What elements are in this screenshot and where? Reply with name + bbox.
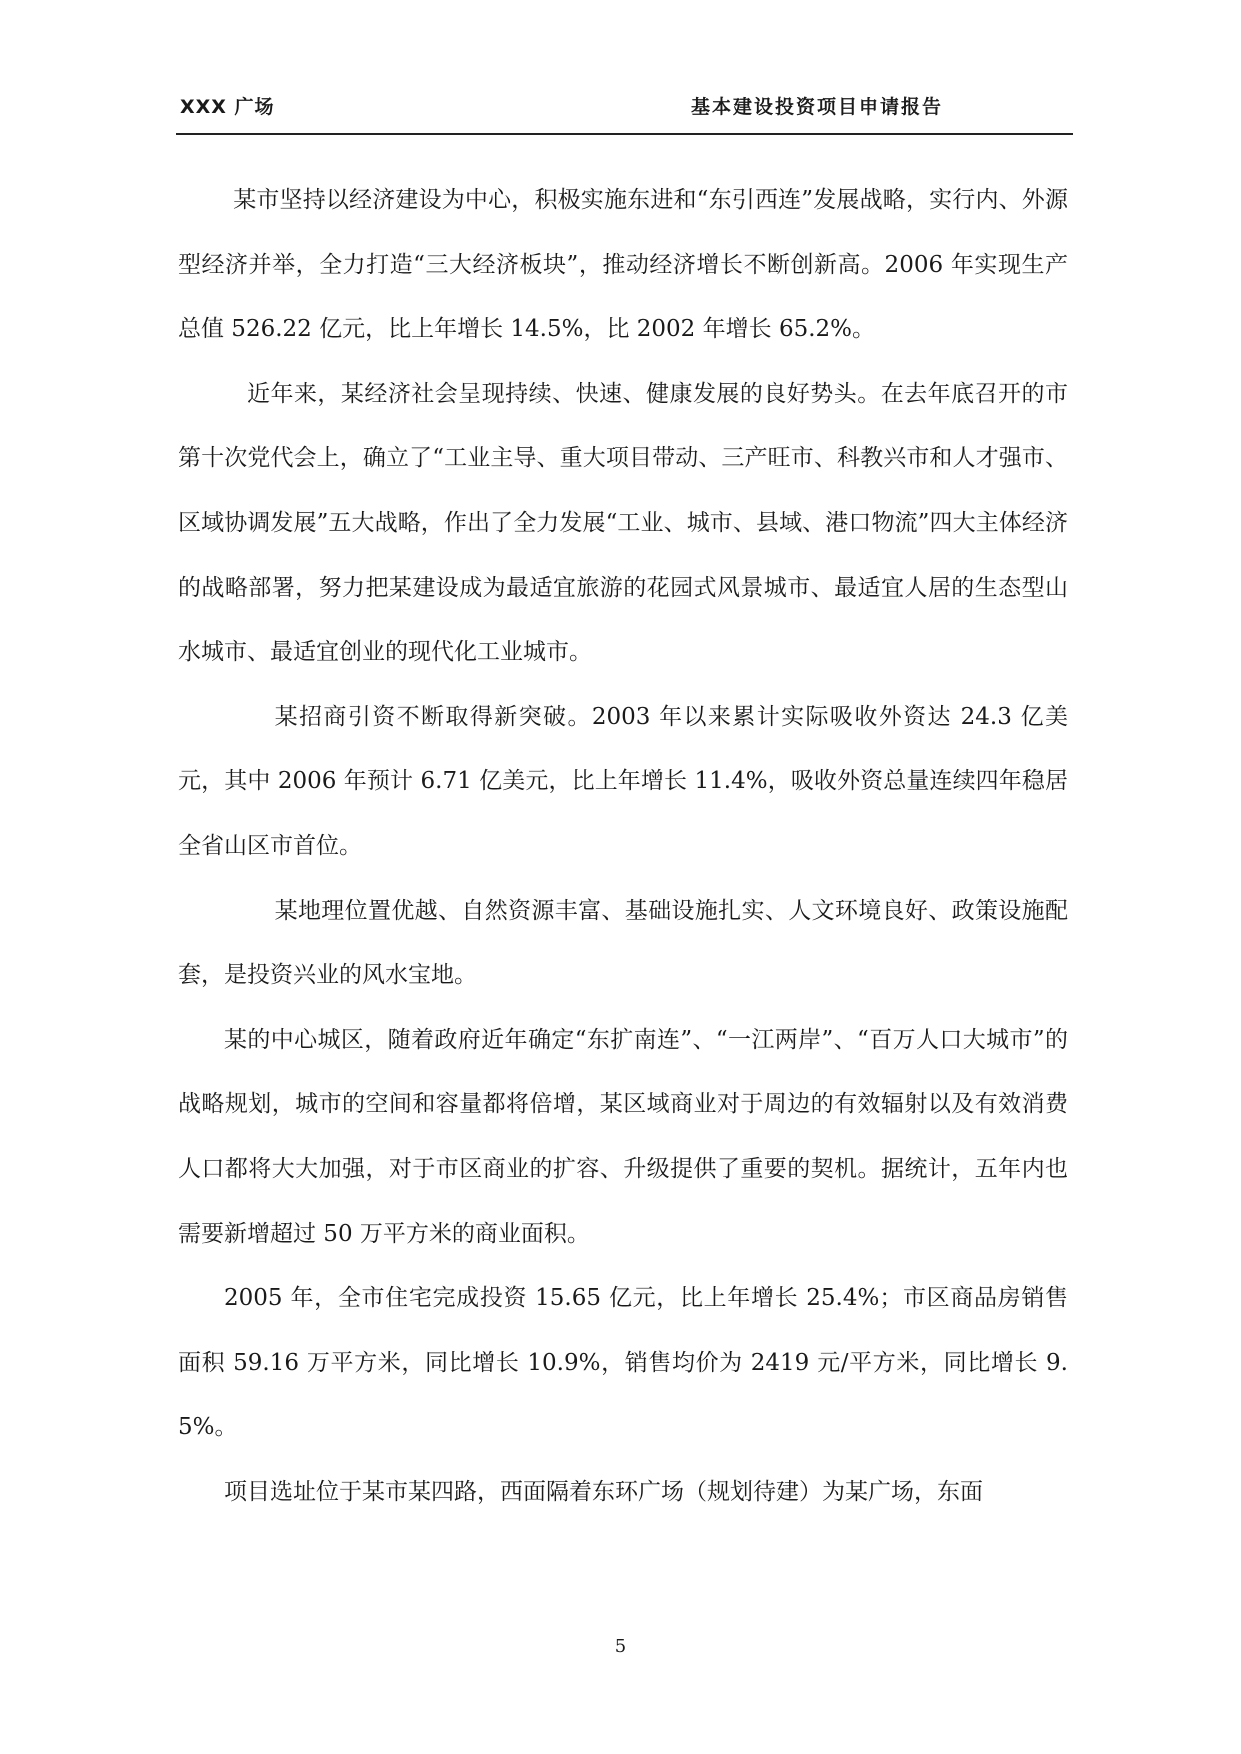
- paragraph-city-center: 某的中心城区，随着政府近年确定“东扩南连”、“一江两岸”、“百万人口大城市”的战略规划，城市的空间和容量都将倍增，某区域商业对于周边的有效辐射以及有效消费人口都将大大加强，对于市区商业的扩容、升级提供了重要的契机。据统计，五年内也需要新增超过 50 万平方米的商业面积。: [178, 1026, 1068, 1247]
- header-project-name: XXX 广场: [180, 96, 275, 118]
- paragraph-location-advantages: 某地理位置优越、自然资源丰富、基础设施扎实、人文环境良好、政策设施配套，是投资兴业的风水宝地。: [178, 897, 1068, 989]
- paragraph-housing-stats: 2005 年，全市住宅完成投资 15.65 亿元，比上年增长 25.4%；市区商品房销售面积 59.16 万平方米，同比增长 10.9%，销售均价为 2419 元/平方米，同比增长 9.5%。: [178, 1285, 1068, 1441]
- paragraph-investment: 某招商引资不断取得新突破。2003 年以来累计实际吸收外资达 24.3 亿美元，其中 2006 年预计 6.71 亿美元，比上年增长 11.4%，吸收外资总量连续四年稳居全省山区市首位。: [178, 703, 1068, 859]
- paragraph-development-strategy: 近年来，某经济社会呈现持续、快速、健康发展的良好势头。在去年底召开的市第十次党代会上，确立了“工业主导、重大项目带动、三产旺市、科教兴市和人才强市、区域协调发展”五大战略，作出了全力发展“工业、城市、县域、港口物流”四大主体经济的战略部署，努力把某建设成为最适宜旅游的花园式风景城市、最适宜人居的生态型山水城市、最适宜创业的现代化工业城市。: [178, 380, 1068, 666]
- page-number: 5: [614, 1636, 627, 1657]
- header-divider: [176, 133, 1073, 135]
- document-body: [178, 168, 1068, 1524]
- header-report-title: 基本建设投资项目申请报告: [690, 96, 943, 118]
- paragraph-project-site: 项目选址位于某市某四路，西面隔着东环广场（规划待建）为某广场，东面: [224, 1478, 983, 1505]
- page-header: [176, 88, 1073, 128]
- paragraph-economic-strategy: 某市坚持以经济建设为中心，积极实施东进和“东引西连”发展战略，实行内、外源型经济并举，全力打造“三大经济板块”，推动经济增长不断创新高。2006 年实现生产总值 526.22 亿元，比上年增长 14.5%，比 2002 年增长 65.2%。: [178, 187, 1068, 343]
